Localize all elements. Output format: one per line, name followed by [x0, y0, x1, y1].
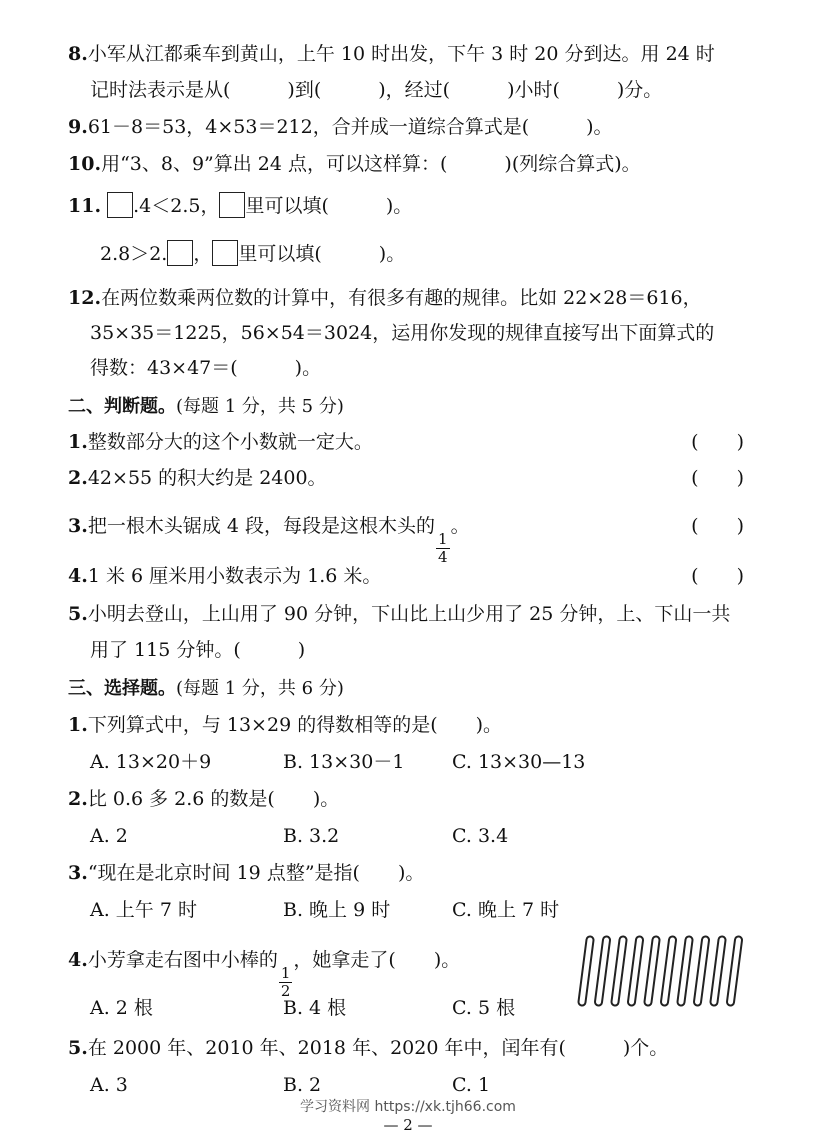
option-a: A. 2	[90, 825, 128, 847]
judge-item-5-line-2: 用了 115 分钟。( )	[90, 639, 306, 661]
section-title: 三、选择题。	[68, 678, 176, 699]
choice-question-3	[68, 859, 424, 887]
question-number: 3.	[68, 862, 88, 884]
judge-answer-paren: ( )	[691, 467, 744, 489]
fraction-numerator: 1	[280, 964, 291, 982]
question-number: 11.	[68, 195, 102, 217]
question-9	[68, 113, 613, 141]
answer-box	[167, 240, 193, 266]
fraction-denominator: 4	[438, 548, 448, 566]
question-11-line-2	[100, 240, 405, 268]
question-number: 2.	[68, 467, 88, 489]
question-12-line-1	[68, 284, 702, 312]
stick	[665, 940, 673, 1002]
question-text: 1 米 6 厘米用小数表示为 1.6 米。	[87, 565, 382, 587]
question-text: “现在是北京时间 19 点整”是指( )。	[87, 862, 425, 884]
option-a: A. 上午 7 时	[90, 899, 197, 921]
option-a: A. 13×20＋9	[90, 751, 212, 773]
option-a: A. 2 根	[90, 997, 153, 1019]
section-note: (每题 1 分，共 6 分)	[176, 678, 344, 699]
choice-question-2	[68, 785, 339, 813]
answer-box	[212, 240, 238, 266]
stick	[648, 940, 656, 1002]
page-number: — 2 —	[383, 1116, 433, 1134]
option-b: B. 13×30－1	[283, 751, 405, 773]
question-number: 5.	[68, 1037, 88, 1059]
question-10	[68, 150, 641, 178]
question-11-line-1	[68, 192, 412, 220]
question-number: 10.	[68, 153, 102, 175]
option-c: C. 3.4	[452, 825, 509, 847]
section-note: (每题 1 分，共 5 分)	[176, 396, 344, 417]
question-text: 在 2000 年、2010 年、2018 年、2020 年中，闰年有( )个。	[87, 1037, 669, 1059]
judge-answer-paren: ( )	[691, 431, 744, 453]
question-text: 在两位数乘两位数的计算中，有很多有趣的规律。比如 22×28＝616，	[101, 287, 702, 309]
option-c: C. 1	[452, 1074, 491, 1096]
question-number: 1.	[68, 714, 88, 736]
stick	[681, 940, 689, 1002]
watermark: 学习资料网 https://xk.tjh66.com	[300, 1099, 516, 1115]
stick	[615, 940, 623, 1002]
stick	[731, 940, 739, 1002]
question-12-line-2: 35×35＝1225，56×54＝3024，运用你发现的规律直接写出下面算式的	[90, 322, 715, 344]
section-title: 二、判断题。	[68, 396, 176, 417]
choice-question-4	[68, 946, 460, 1000]
question-number: 8.	[68, 43, 88, 65]
choice-question-5	[68, 1034, 668, 1062]
judge-item-2	[68, 464, 327, 492]
question-text: .4＜2.5，	[133, 195, 220, 217]
question-text: ，	[193, 243, 213, 265]
judge-answer-paren: ( )	[691, 565, 744, 587]
question-12-line-3: 得数：43×47＝( )。	[90, 357, 322, 379]
question-number: 12.	[68, 287, 102, 309]
question-text: 里可以填( )。	[245, 195, 413, 217]
answer-box	[219, 192, 245, 218]
stick	[599, 940, 607, 1002]
question-text: 小军从江都乘车到黄山，上午 10 时出发，下午 3 时 20 分到达。用 24 时	[87, 43, 715, 65]
section-2-heading	[68, 393, 344, 421]
question-text: 42×55 的积大约是 2400。	[87, 467, 327, 489]
question-text: 比 0.6 多 2.6 的数是( )。	[87, 788, 340, 810]
question-8-line-1	[68, 40, 715, 68]
question-number: 4.	[68, 565, 88, 587]
choice-question-1	[68, 711, 502, 739]
question-text: 小明去登山，上山用了 90 分钟，下山比上山少用了 25 分钟，上、下山一共	[87, 603, 731, 625]
question-number: 5.	[68, 603, 88, 625]
option-a: A. 3	[90, 1074, 128, 1096]
question-text: 里可以填( )。	[238, 243, 406, 265]
question-text: 2.8＞2.	[100, 243, 168, 265]
fraction-denominator: 2	[280, 982, 291, 1000]
stick	[632, 940, 640, 1002]
judge-item-3	[68, 512, 470, 566]
option-b: B. 晚上 9 时	[283, 899, 391, 921]
option-b: B. 3.2	[283, 825, 340, 847]
question-text: 整数部分大的这个小数就一定大。	[87, 431, 373, 453]
stick	[714, 940, 722, 1002]
fraction-numerator: 1	[438, 530, 448, 548]
judge-item-1	[68, 428, 373, 456]
question-number: 3.	[68, 515, 88, 537]
answer-box	[107, 192, 133, 218]
question-text: 下列算式中，与 13×29 的得数相等的是( )。	[87, 714, 503, 736]
sticks-figure	[572, 932, 754, 1010]
question-number: 9.	[68, 116, 88, 138]
option-c: C. 5 根	[452, 997, 516, 1019]
question-number: 4.	[68, 949, 88, 971]
stick	[582, 940, 590, 1002]
question-text: 小芳拿走右图中小棒的	[87, 949, 278, 971]
question-number: 1.	[68, 431, 88, 453]
fraction	[436, 531, 450, 566]
option-b: B. 2	[283, 1074, 322, 1096]
judge-item-4	[68, 562, 381, 590]
question-text: 61－8＝53，4×53＝212，合并成一道综合算式是( )。	[87, 116, 613, 138]
question-text: 把一根木头锯成 4 段，每段是这根木头的	[87, 515, 436, 537]
stick	[698, 940, 706, 1002]
question-text-tail: 。	[450, 515, 470, 537]
question-text-tail: ，她拿走了( )。	[293, 949, 461, 971]
question-number: 2.	[68, 788, 88, 810]
judge-answer-paren: ( )	[691, 515, 744, 537]
question-8-line-2: 记时法表示是从( )到( )，经过( )小时( )分。	[90, 79, 663, 101]
option-b: B. 4 根	[283, 997, 347, 1019]
question-text: 用“3、8、9”算出 24 点，可以这样算：( )(列综合算式)。	[101, 153, 641, 175]
section-3-heading	[68, 675, 344, 703]
option-c: C. 13×30—13	[452, 751, 586, 773]
judge-item-5-line-1	[68, 600, 730, 628]
option-c: C. 晚上 7 时	[452, 899, 560, 921]
